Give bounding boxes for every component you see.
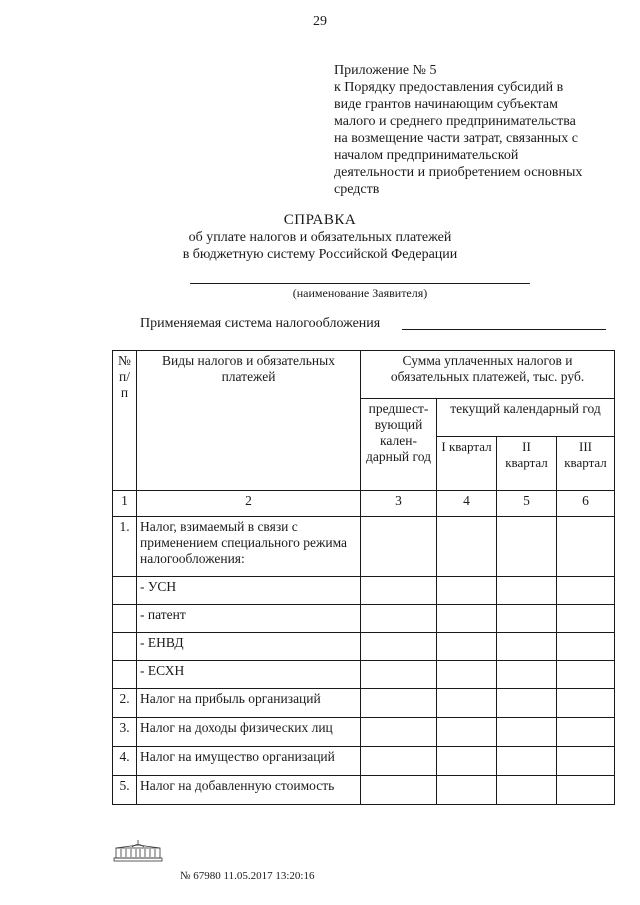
- value-cell[interactable]: [557, 605, 615, 633]
- header-q2: II квартал: [497, 437, 557, 491]
- header-num: № п/п: [113, 351, 137, 491]
- value-cell[interactable]: [437, 747, 497, 776]
- tax-table: [112, 350, 615, 805]
- row-num: 1.: [113, 517, 137, 577]
- value-cell[interactable]: [361, 718, 437, 747]
- value-cell[interactable]: [437, 577, 497, 605]
- row-label: Налог на прибыль организаций: [137, 689, 361, 718]
- row-num: 4.: [113, 747, 137, 776]
- value-cell[interactable]: [557, 689, 615, 718]
- row-label: - ЕСХН: [137, 661, 361, 689]
- tax-system-label: Применяемая система налогообложения: [140, 316, 381, 331]
- applicant-name-line: [190, 283, 530, 284]
- table-row: [113, 577, 615, 605]
- col-number: 3: [361, 491, 437, 517]
- appendix-block: [334, 62, 624, 198]
- value-cell[interactable]: [361, 661, 437, 689]
- value-cell[interactable]: [361, 747, 437, 776]
- table-row: [113, 689, 615, 718]
- col-number: 4: [437, 491, 497, 517]
- applicant-caption: (наименование Заявителя): [292, 286, 428, 300]
- row-num: 3.: [113, 718, 137, 747]
- row-label: Налог на доходы физических лиц: [137, 718, 361, 747]
- row-label: - ЕНВД: [137, 633, 361, 661]
- value-cell[interactable]: [497, 689, 557, 718]
- appendix-line: малого и среднего предпринимательства: [334, 114, 576, 129]
- registration-stamp: № 67980 11.05.2017 13:20:16: [180, 870, 315, 882]
- row-label: - патент: [137, 605, 361, 633]
- value-cell[interactable]: [497, 517, 557, 577]
- header-q3: III квартал: [557, 437, 615, 491]
- value-cell[interactable]: [557, 747, 615, 776]
- value-cell[interactable]: [437, 718, 497, 747]
- value-cell[interactable]: [497, 577, 557, 605]
- value-cell[interactable]: [497, 747, 557, 776]
- value-cell[interactable]: [497, 661, 557, 689]
- value-cell[interactable]: [437, 605, 497, 633]
- col-number: 6: [557, 491, 615, 517]
- row-label: Налог на добавленную стоимость: [137, 776, 361, 805]
- value-cell[interactable]: [557, 633, 615, 661]
- appendix-title: Приложение № 5: [334, 63, 437, 78]
- table-row: [113, 605, 615, 633]
- document-title-block: [0, 212, 640, 263]
- value-cell[interactable]: [557, 661, 615, 689]
- appendix-line: средств: [334, 182, 380, 197]
- value-cell[interactable]: [361, 633, 437, 661]
- row-num: [113, 605, 137, 633]
- value-cell[interactable]: [497, 633, 557, 661]
- value-cell[interactable]: [437, 633, 497, 661]
- row-num: [113, 633, 137, 661]
- value-cell[interactable]: [437, 517, 497, 577]
- value-cell[interactable]: [497, 776, 557, 805]
- table-row: [113, 661, 615, 689]
- value-cell[interactable]: [361, 577, 437, 605]
- value-cell[interactable]: [497, 605, 557, 633]
- col-number: 1: [113, 491, 137, 517]
- row-num: 5.: [113, 776, 137, 805]
- header-sum: Сумма уплаченных налогов и обязательных платежей, тыс. руб.: [361, 351, 615, 399]
- value-cell[interactable]: [557, 577, 615, 605]
- col-number: 2: [137, 491, 361, 517]
- tax-system-line: [402, 329, 606, 330]
- value-cell[interactable]: [497, 718, 557, 747]
- value-cell[interactable]: [557, 718, 615, 747]
- header-prev-year: предшест-вующий кален-дарный год: [361, 399, 437, 491]
- value-cell[interactable]: [437, 776, 497, 805]
- col-number: 5: [497, 491, 557, 517]
- document-title: СПРАВКА: [283, 212, 357, 228]
- header-q1: I квартал: [437, 437, 497, 491]
- appendix-line: деятельности и приобретением основных: [334, 165, 583, 180]
- value-cell[interactable]: [361, 776, 437, 805]
- value-cell[interactable]: [361, 517, 437, 577]
- row-label: Налог, взимаемый в связи с применением специального режима налогообложения:: [137, 517, 361, 577]
- row-num: 2.: [113, 689, 137, 718]
- table-row: [113, 718, 615, 747]
- appendix-line: виде грантов начинающим субъектам: [334, 97, 558, 112]
- document-subtitle: об уплате налогов и обязательных платежей: [188, 230, 452, 245]
- table-row: [113, 517, 615, 577]
- appendix-line: к Порядку предоставления субсидий в: [334, 80, 564, 95]
- table-row: [113, 747, 615, 776]
- row-num: [113, 661, 137, 689]
- document-subtitle: в бюджетную систему Российской Федерации: [182, 247, 458, 262]
- row-num: [113, 577, 137, 605]
- table-row: [113, 776, 615, 805]
- page-number: 29: [313, 14, 327, 29]
- value-cell[interactable]: [437, 689, 497, 718]
- row-label: - УСН: [137, 577, 361, 605]
- appendix-line: на возмещение части затрат, связанных с: [334, 131, 578, 146]
- header-current-year: текущий календарный год: [437, 399, 615, 437]
- value-cell[interactable]: [557, 517, 615, 577]
- row-label: Налог на имущество организаций: [137, 747, 361, 776]
- building-emblem-icon: [112, 838, 164, 864]
- header-types: Виды налогов и обязательных платежей: [137, 351, 361, 491]
- table-row: [113, 633, 615, 661]
- value-cell[interactable]: [361, 605, 437, 633]
- appendix-line: началом предпринимательской: [334, 148, 519, 163]
- value-cell[interactable]: [557, 776, 615, 805]
- value-cell[interactable]: [361, 689, 437, 718]
- value-cell[interactable]: [437, 661, 497, 689]
